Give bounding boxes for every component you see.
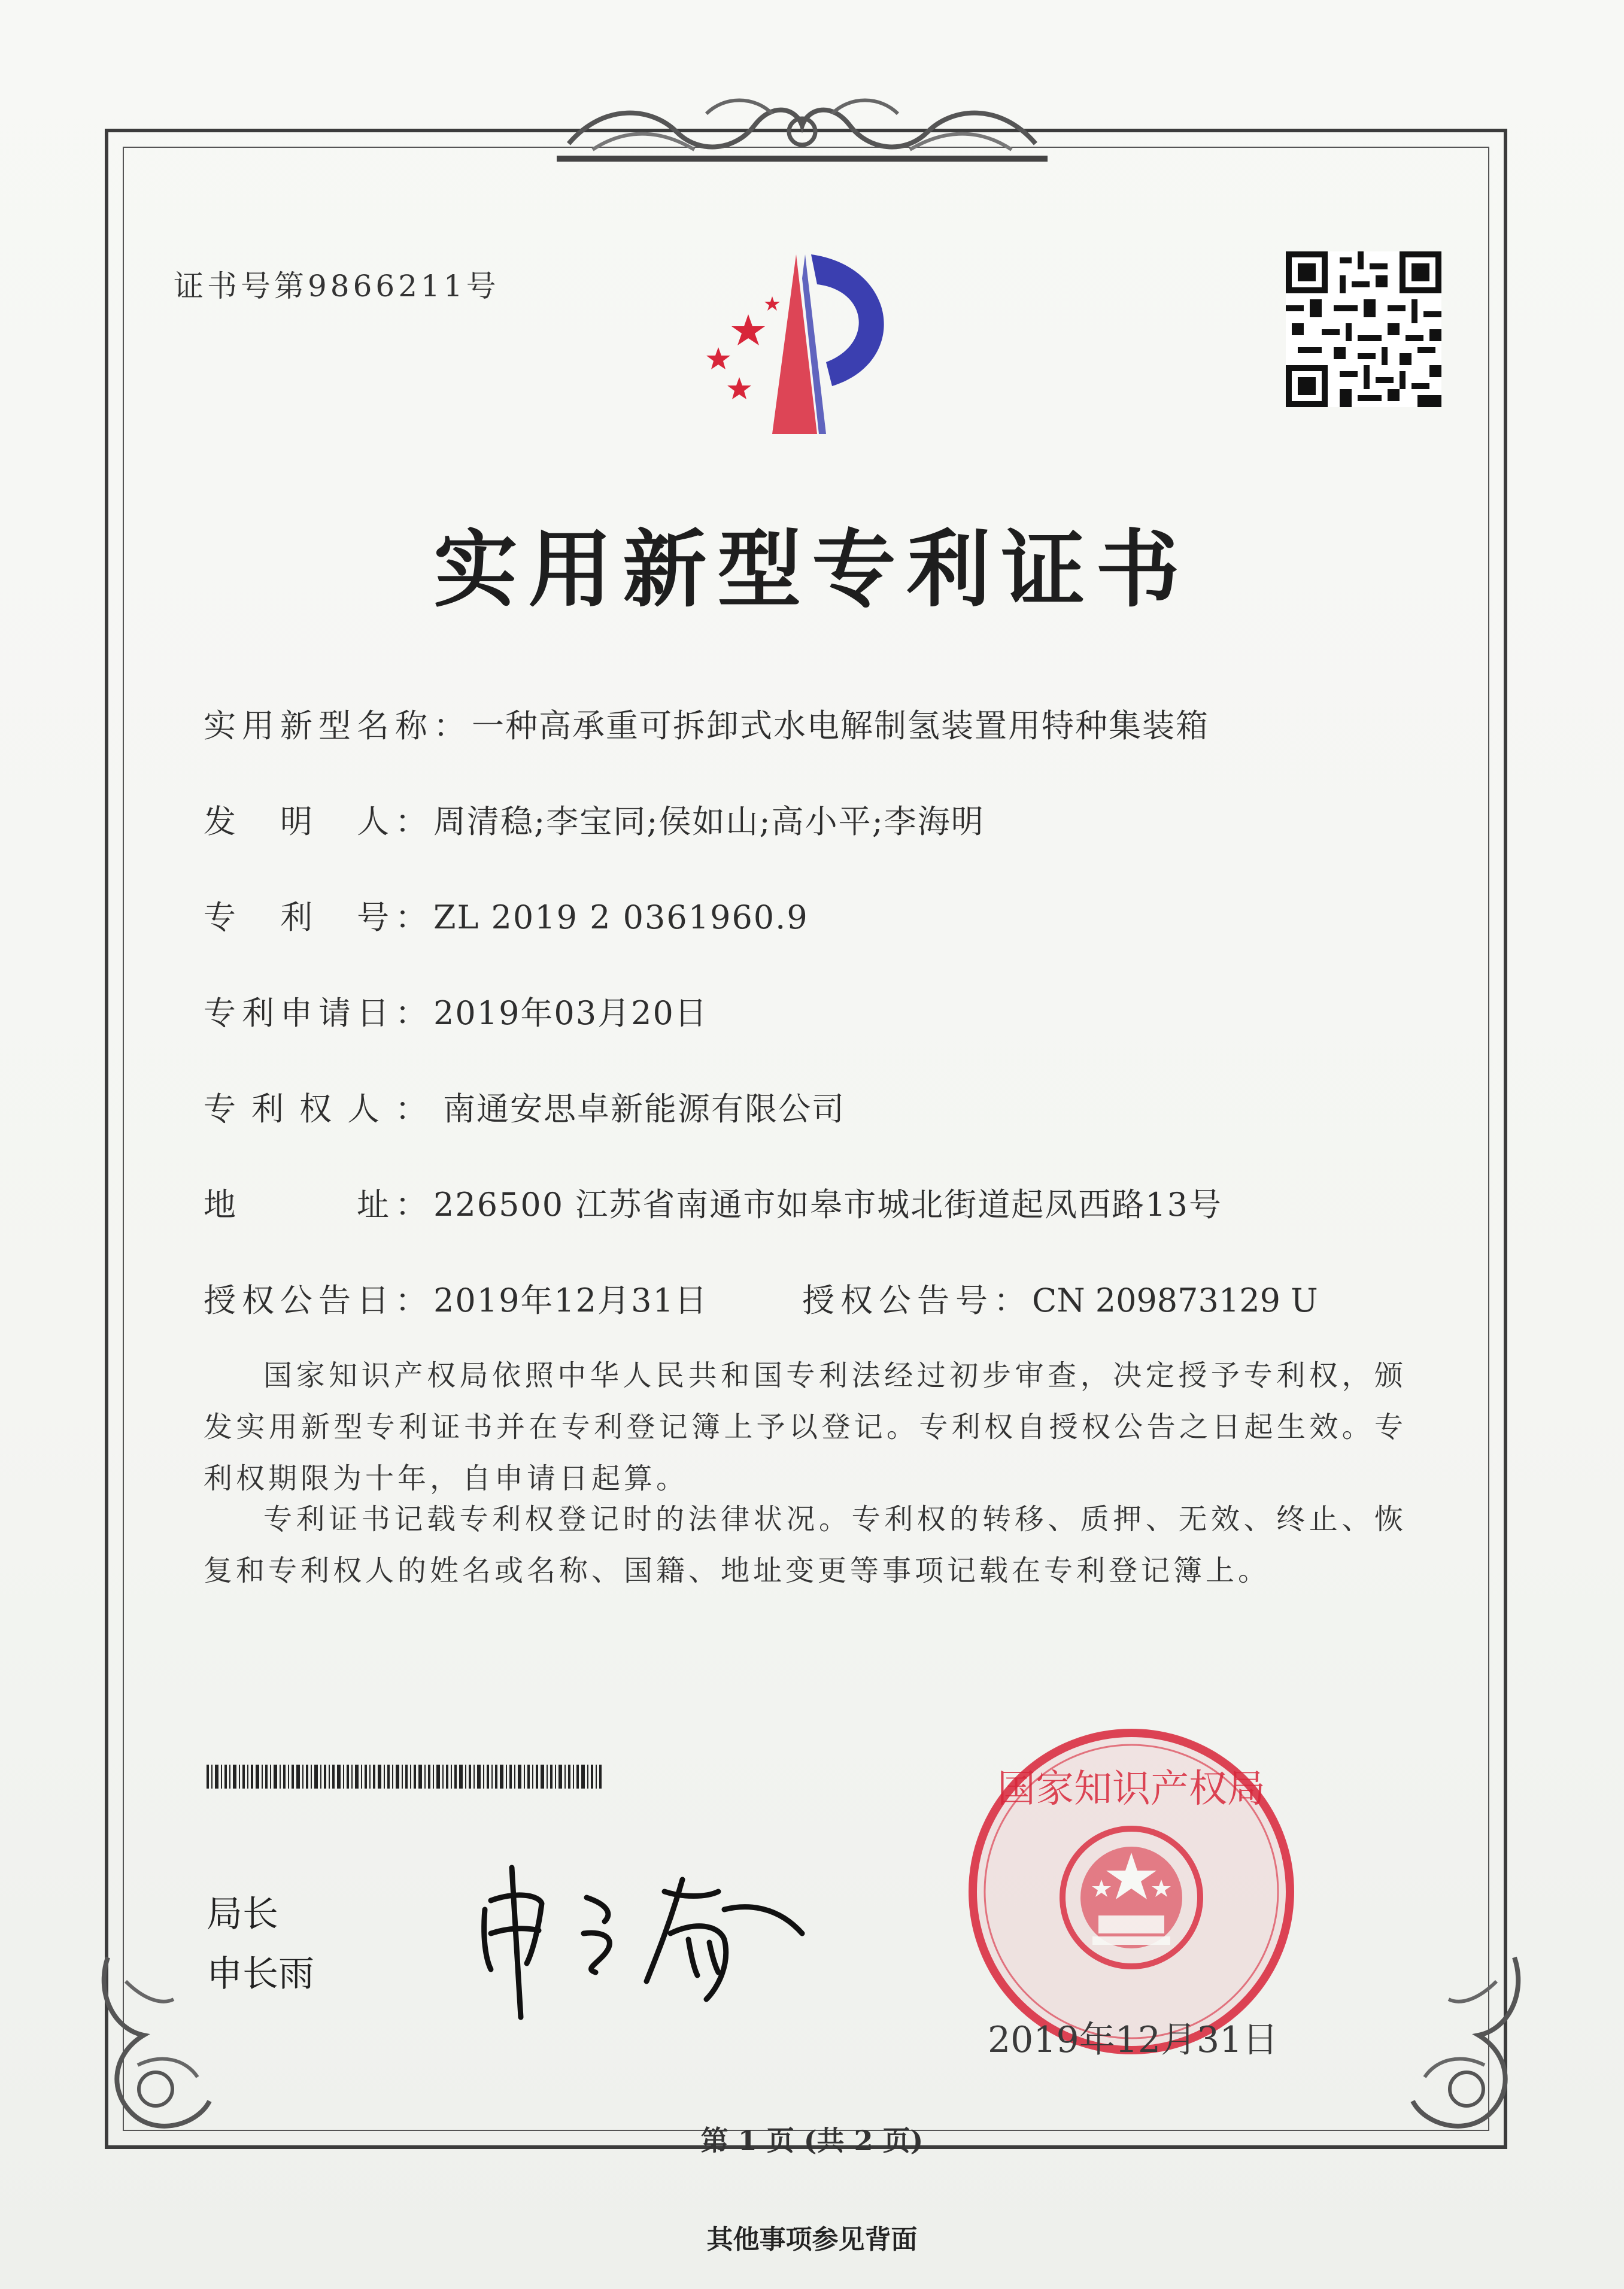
grant-date-value: 2019年12月31日	[433, 1282, 708, 1319]
certificate-number: 证书号第9866211号	[174, 269, 500, 303]
address-row	[204, 1179, 1222, 1225]
page-indicator: 第 1 页 (共 2 页)	[700, 2124, 924, 2157]
signature-icon	[467, 1844, 814, 2023]
statement-paragraph: 国家知识产权局依照中华人民共和国专利法经过初步审查，决定授予专利权，颁发实用新型专利证书并在专利登记簿上予以登记。专利权自授权公告之日起生效。专利权期限为十年，自申请日起算。	[204, 1359, 1407, 1495]
grant-number-value: CN 209873129 U	[1032, 1282, 1318, 1319]
barcode-icon	[207, 1765, 602, 1789]
filing-date-value: 2019年03月20日	[433, 994, 708, 1032]
seal-text: 国家知识产权局	[997, 1767, 1265, 1811]
footer-note: 其他事项参见背面	[706, 2224, 918, 2255]
utility-model-name-label: 实用新型名称：	[204, 707, 472, 745]
corner-ornament-icon	[1377, 1945, 1532, 2143]
grant-date-row	[204, 1275, 708, 1321]
grant-date-label: 授权公告日：	[204, 1282, 433, 1319]
patentee-row	[204, 1083, 845, 1130]
filing-date-row	[204, 988, 708, 1034]
address-value: 226500 江苏省南通市如皋市城北街道起凤西路13号	[433, 1186, 1223, 1224]
director-name: 申长雨	[207, 1953, 314, 1995]
seal-date: 2019年12月31日	[988, 2019, 1279, 2061]
director-title: 局长	[207, 1893, 278, 1935]
patent-number-value: ZL 2019 2 0361960.9	[433, 898, 809, 936]
patent-number-label: 专 利 号：	[204, 898, 433, 936]
top-ornament-icon	[557, 90, 1048, 168]
qr-code-icon[interactable]	[1286, 251, 1441, 407]
certificate-title: 实用新型专利证书	[433, 521, 1191, 619]
patentee-label: 专利权人：	[204, 1090, 443, 1128]
inventor-row	[204, 796, 985, 842]
patentee-value: 南通安思卓新能源有限公司	[443, 1090, 845, 1128]
filing-date-label: 专利申请日：	[204, 994, 433, 1032]
utility-model-name-value: 一种高承重可拆卸式水电解制氢装置用特种集装箱	[472, 707, 1209, 745]
statement-paragraph: 专利证书记载专利权登记时的法律状况。专利权的转移、质押、无效、终止、恢复和专利权人的姓名或名称、国籍、地址变更等事项记载在专利登记簿上。	[204, 1502, 1407, 1587]
patent-number-row	[204, 892, 809, 938]
patent-office-emblem-icon	[682, 242, 934, 440]
grant-number-label: 授权公告号：	[802, 1282, 1032, 1319]
inventor-label: 发 明 人：	[204, 803, 433, 840]
grant-number-row	[802, 1275, 1318, 1321]
address-label: 地 址：	[204, 1186, 433, 1224]
utility-model-name-row	[204, 700, 1209, 746]
inventor-value: 周清稳;李宝同;侯如山;高小平;李海明	[433, 803, 985, 840]
